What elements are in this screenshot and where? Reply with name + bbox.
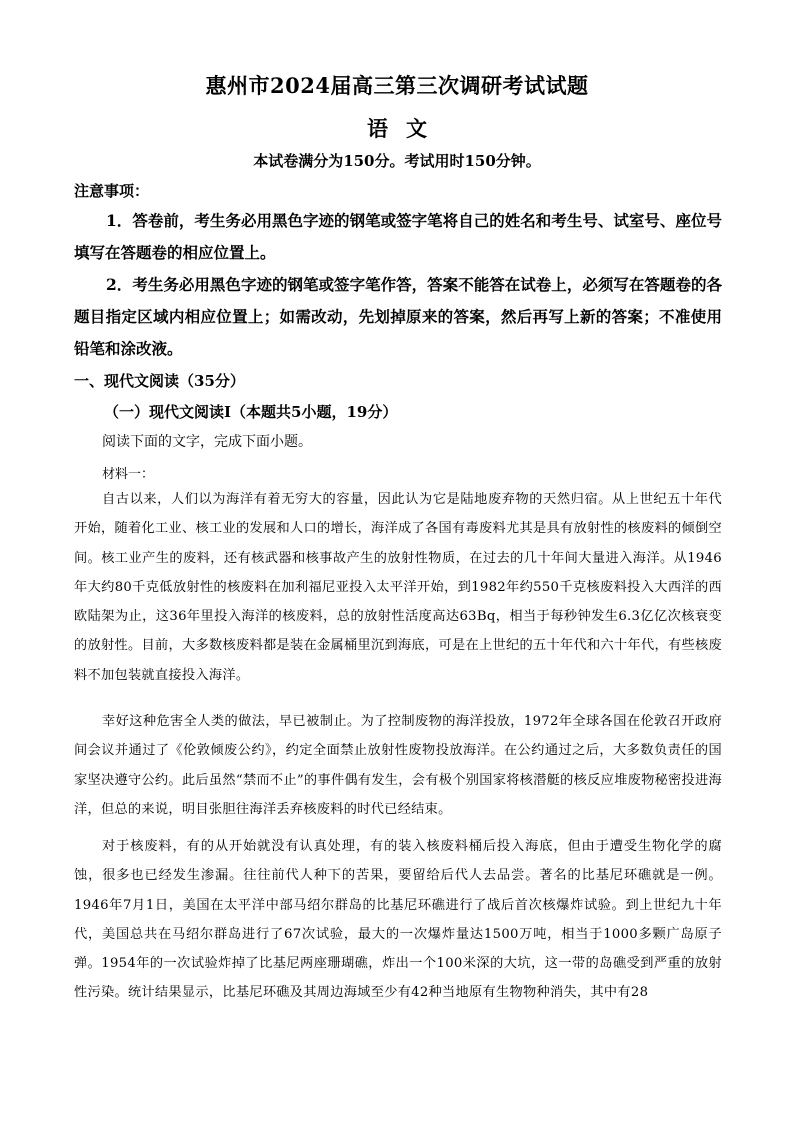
passage-paragraph-3: 对于核废料，有的从开始就没有认真处理，有的装入核废料桶后投入海底，但由于遭受生物化学的腐蚀，很多也已经发生渗漏。往往前代人种下的苦果，要留给后代人去品尝。著名的比基尼环礁就是一例。1946年7月1日，美国在太平洋中部马绍尔群岛的比基尼环礁进行了战后首次核爆炸试验。到上世纪九十年代，美国总共在马绍尔群岛进行了67次试验，最大的一次爆炸量达1500万吨，相当于1000多颗广岛原子弹。1954年的一次试验炸掉了比基尼两座珊瑚礁，炸出一个100米深的大坑，这一带的岛礁受到严重的放射性污染。统计结果显示，比基尼环礁及其周边海域至少有42种当地原有生物物种消失，其中有28 xyxy=(74,839,722,1001)
subject-title: 语文 xyxy=(367,116,445,141)
notice-item-1: 1．答卷前，考生务必用黑色字迹的钢笔或签字笔将自己的姓名和考生号、试室号、座位号填写在答题卷的相应位置上。 xyxy=(74,211,722,262)
passage-paragraph-1: 自古以来，人们以为海洋有着无穷大的容量，因此认为它是陆地废弃物的天然归宿。从上世纪五十年代开始，随着化工业、核工业的发展和人口的增长，海洋成了各国有毒废料尤其是具有放射性的核废料的倾倒空间。核工业产生的废料，还有核武器和核事故产生的放射性物质，在过去的几十年间大量进入海洋。从1946年大约80千克低放射性的核废料在加利福尼亚投入太平洋开始，到1982年约550千克核废料投入大西洋的西欧陆架为止，这36年里投入海洋的核废料，总的放射性活度高达63Bq，相当于每秒钟发生6.3亿亿次核衰变的放射性。目前，大多数核废料都是装在金属桶里沉到海底，可是在上世纪的五十年代和六十年代，有些核废料不加包装就直接投入海洋。 xyxy=(74,492,722,683)
reading-instruction: 阅读下面的文字，完成下面小题。 xyxy=(102,434,312,450)
exam-title: 惠州市2024届高三第三次调研考试试题 xyxy=(205,73,589,98)
material-label: 材料一： xyxy=(102,467,155,482)
section-subtitle: （一）现代文阅读Ⅰ（本题共5小题，19分） xyxy=(104,403,398,421)
notice-item-2: 2．考生务必用黑色字迹的钢笔或签字笔作答，答案不能答在试卷上，必须写在答题卷的各题目指定区域内相应位置上；如需改动，先划掉原来的答案，然后再写上新的答案；不准使用铅笔和涂改液。 xyxy=(74,275,722,358)
passage-paragraph-2: 幸好这种危害全人类的做法，早已被制止。为了控制废物的海洋投放，1972年全球各国在伦敦召开政府间会议并通过了《伦敦倾废公约》，约定全面禁止放射性废物投放海洋。在公约通过之后，大多数负责任的国家坚决遵守公约。此后虽然“禁而不止”的事件偶有发生，会有极个别国家将核潜艇的核反应堆废物秘密投进海洋，但总的来说，明目张胆往海洋丢弃核废料的时代已经结束。 xyxy=(74,714,722,817)
notice-heading: 注意事项： xyxy=(74,182,150,200)
section-title: 一、现代文阅读（35分） xyxy=(74,372,245,390)
score-info: 本试卷满分为150分。考试用时150分钟。 xyxy=(253,152,541,170)
